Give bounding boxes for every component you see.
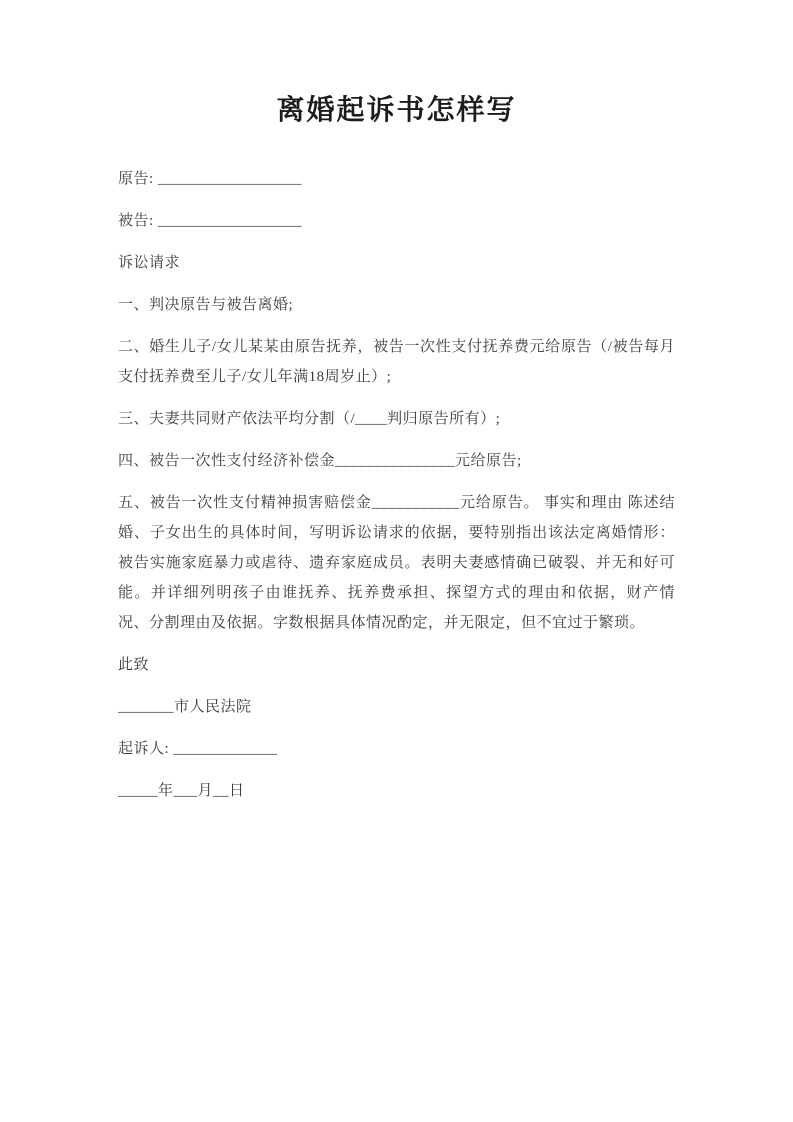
plaintiff-line: 原告: __________________	[118, 171, 302, 187]
page-title: 离婚起诉书怎样写	[276, 95, 517, 126]
claim-item-3: 三、夫妻共同财产依法平均分割（/____判归原告所有）;	[118, 411, 501, 427]
claim-item-2: 二、婚生儿子/女儿某某由原告抚养，被告一次性支付抚养费元给原告（/被告每月支付抚养费至儿子/女儿年满18周岁止）;	[118, 339, 675, 385]
salutation-line: 此致	[118, 657, 150, 673]
claim-item-5-facts-and-reasons: 五、被告一次性支付精神损害赔偿金___________元给原告。 事实和理由 陈述结婚、子女出生的具体时间，写明诉讼请求的依据，要特别指出该法定离婚情形：被告实施家庭暴力或虐待、遗弃家庭成员。表明夫妻感情确已破裂、并无和好可能。并详细列明孩子由谁抚养、抚养费承担、探望方式的理由和依据，财产情况、分割理由及依据。字数根据具体情况酌定，并无限定，但不宜过于繁琐。	[118, 495, 675, 631]
date-line: _____年___月__日	[118, 783, 245, 799]
section-heading-claims: 诉讼请求	[118, 255, 181, 271]
claim-item-1: 一、判决原告与被告离婚;	[118, 297, 294, 313]
court-line: _______市人民法院	[118, 699, 252, 715]
claim-item-4: 四、被告一次性支付经济补偿金_______________元给原告;	[118, 453, 522, 469]
petitioner-line: 起诉人: _____________	[118, 741, 278, 757]
defendant-line: 被告: __________________	[118, 213, 302, 229]
